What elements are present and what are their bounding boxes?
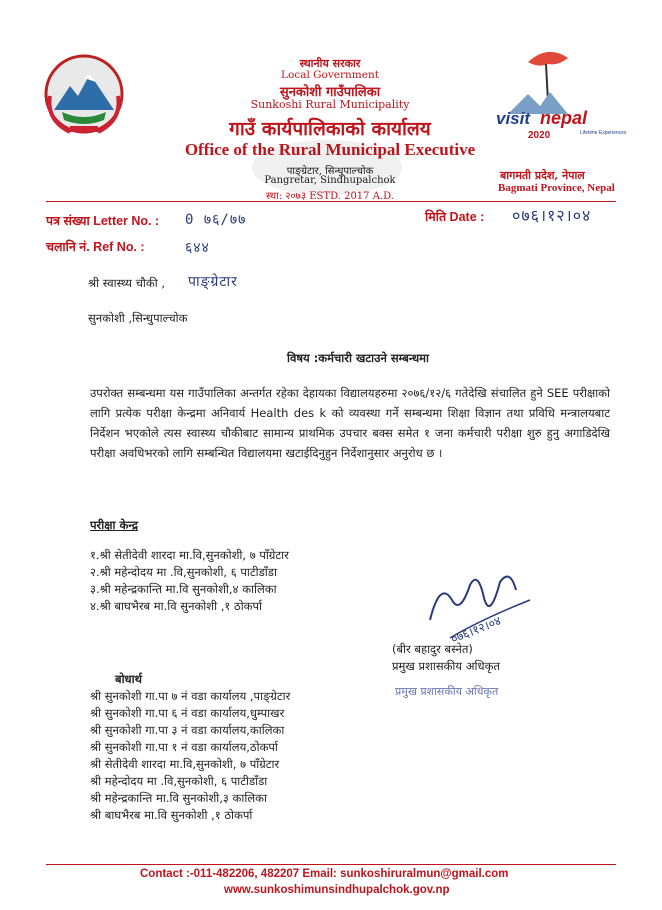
established-year: स्था: २०७३ ESTD. 2017 A.D. [266, 191, 394, 202]
list-item: १.श्री सेतीदेवी शारदा मा.वि,सुनकोशी, ७ पाँग्रेटार [90, 548, 289, 562]
local-government-en: Local Government [281, 69, 379, 81]
footer-website: www.sunkoshimunsindhupalchok.gov.np [224, 884, 450, 896]
province-np: बागमती प्रदेश, नेपाल [500, 169, 585, 182]
ref-no-value: ६४४ [185, 240, 210, 256]
date-value: ०७६।१२।०४ [512, 206, 592, 225]
letter-no-value: 0 ७६/७७ [185, 212, 247, 228]
svg-text:Lifetime Experiences: Lifetime Experiences [580, 130, 627, 136]
body-paragraph: उपरोक्त सम्बन्धमा यस गाउँपालिका अन्तर्गत रहेका देहायका विद्यालयहरुमा २०७६/१२/६ गतेदेखि संचालित हुने SEE परीक्षाको लागि प्रत्येक परीक्षा केन्द्रमा अनिवार्य Health des k को व्यवस्था गर्ने सम्बन्धमा शिक्षा विज्ञान तथा प्रविधि मन्त्रालयबाट निर्देशन भएकोले त्यस स्वास्थ्य चौकीबाट सामान्य प्राथमिक उपचार बक्स समेत १ जना कर्मचारी परीक्षा शुरु हुनु अगाडिदेखि परीक्षा अवधिभरको लागि सम्बन्धित विद्यालयमा खटाईदिनुहुन निर्देशानुसार अनुरोध छ । [90, 386, 610, 460]
list-item: श्री सुनकोशी गा.पा १ नं वडा कार्यालय,ठोकर्पा [90, 740, 278, 754]
municipality-name-en: Sunkoshi Rural Municipality [250, 98, 410, 111]
address-np: पाङ्ग्रेटार, सिन्धुपाल्चोक [286, 166, 374, 177]
cc-list [90, 688, 290, 824]
recipient-handwritten: पाङ्ग्रेटार [188, 274, 238, 290]
signature-date: ०७६।१२।०४ [448, 613, 504, 647]
cc-title: बोधार्थ [115, 672, 142, 686]
svg-text:visit: visit [496, 109, 531, 128]
municipality-name-np: सुनकोशी गाउँपालिका [279, 85, 381, 100]
office-title-np: गाउँ कार्यपालिकाको कार्यालय [229, 118, 431, 140]
local-government-np: स्थानीय सरकार [299, 57, 361, 70]
list-item: ३.श्री महेन्द्रकान्ति मा.वि सुनकोशी,४ कालिका [90, 582, 277, 596]
list-item: श्री महेन्द्रकान्ति मा.वि सुनकोशी,३ कालिका [90, 791, 267, 805]
recipient-line-2: सुनकोशी ,सिन्धुपाल्चोक [88, 311, 188, 325]
letter-no-label: पत्र संख्या Letter No. : [46, 214, 160, 228]
list-item: ४.श्री बाघभैरब मा.वि सुनकोशी ,१ ठोकर्पा [90, 599, 263, 613]
svg-text:2020: 2020 [528, 130, 551, 141]
signatory-name: (बीर बहादुर बस्नेत) [392, 642, 473, 656]
date-label: मिति Date : [425, 210, 485, 224]
list-item: श्री सेतीदेवी शारदा मा.वि,सुनकोशी, ७ पाँग्रेटार [90, 757, 280, 771]
list-item: श्री सुनकोशी गा.पा ६ नं वडा कार्यालय,धुम्पाखर [90, 706, 285, 720]
list-item: २.श्री महेन्दोदय मा .वि,सुनकोशी, ६ पाटीडाँडा [90, 565, 277, 579]
recipient-line-1: श्री स्वास्थ्य चौकी , [88, 276, 166, 290]
subject-line: विषय :कर्मचारी खटाउने सम्बन्धमा [287, 351, 430, 365]
designation-stamp: प्रमुख प्रशासकीय अधिकृत [395, 685, 499, 698]
list-item: श्री बाघभैरब मा.वि सुनकोशी ,१ ठोकर्पा [90, 808, 253, 822]
signature-scribble [420, 560, 540, 650]
svg-text:nepal: nepal [540, 108, 588, 128]
address-en: Pangretar, Sindhupalchok [264, 175, 396, 186]
signatory-title: प्रमुख प्रशासकीय अधिकृत [392, 659, 500, 673]
province-en: Bagmati Province, Nepal [498, 182, 615, 194]
nepal-emblem-icon [40, 50, 128, 138]
exam-centers-list [90, 547, 289, 615]
list-item: श्री सुनकोशी गा.पा ७ नं वडा कार्यालय ,पाङ्ग्रेटार [90, 689, 291, 703]
header-divider [46, 201, 616, 202]
ref-no-label: चलानि नं. Ref No. : [46, 240, 145, 254]
list-item: श्री महेन्दोदय मा .वि,सुनकोशी, ६ पाटीडाँडा [90, 774, 268, 788]
office-title-en: Office of the Rural Municipal Executive [184, 140, 476, 159]
list-item: श्री सुनकोशी गा.पा ३ नं वडा कार्यालय,कालिका [90, 723, 285, 737]
footer-divider [46, 864, 616, 865]
footer-contact: Contact :-011-482206, 482207 Email: sunkoshiruralmun@gmail.com [140, 868, 509, 880]
exam-centers-title: परीक्षा केन्द्र [90, 518, 138, 532]
